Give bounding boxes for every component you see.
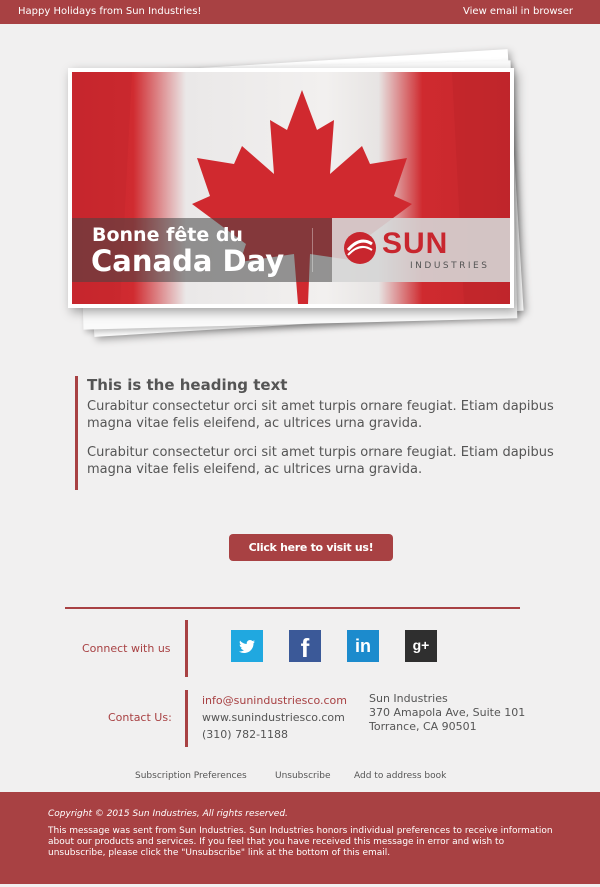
company-name: Sun Industries <box>369 692 448 705</box>
twitter-bird-icon <box>231 630 263 662</box>
add-to-address-book-link[interactable]: Add to address book <box>354 771 447 781</box>
content-heading: This is the heading text <box>87 376 288 394</box>
holiday-greeting: Happy Holidays from Sun Industries! <box>18 6 202 17</box>
linkedin-glyph: in <box>355 636 371 656</box>
contact-phone: (310) 782-1188 <box>202 728 289 741</box>
section-divider <box>65 607 520 609</box>
unsubscribe-link[interactable]: Unsubscribe <box>275 771 331 781</box>
footer-message: This message was sent from Sun Industries. Sun Industries honors individual preferences to receive information about our products and services. If you feel that you have received this message in error and wish to unsubscribe, please click the "Unsubscribe" link at the bottom of this email. <box>48 826 553 858</box>
contact-details <box>202 692 347 743</box>
contact-website-link[interactable]: www.sunindustriesco.com <box>202 711 345 724</box>
logo-subtitle: INDUSTRIES <box>410 261 490 271</box>
top-bar <box>0 0 600 24</box>
visit-us-button[interactable]: Click here to visit us! <box>229 534 393 561</box>
banner-divider <box>312 228 313 272</box>
connect-label: Connect with us <box>82 642 171 655</box>
content-paragraph: Curabitur consectetur orci sit amet turpis ornare feugiat. Etiam dapibus magna vitae felis eleifend, ac ultrices urna gravida. <box>87 445 554 477</box>
content-paragraph: Curabitur consectetur orci sit amet turpis ornare feugiat. Etiam dapibus magna vitae felis eleifend, ac ultrices urna gravida. <box>87 399 554 431</box>
contact-label: Contact Us: <box>108 711 172 724</box>
contact-divider <box>185 690 188 747</box>
hero-title-line2: Canada Day <box>91 244 285 278</box>
contact-address <box>369 692 525 734</box>
facebook-glyph: f <box>300 633 310 663</box>
address-line1: 370 Amapola Ave, Suite 101 <box>369 706 526 719</box>
linkedin-icon[interactable] <box>347 630 379 662</box>
copyright-text: Copyright © 2015 Sun Industries, All rights reserved. <box>48 809 288 819</box>
facebook-icon[interactable] <box>289 630 321 662</box>
hero-card <box>68 68 514 308</box>
content-block <box>75 376 577 490</box>
address-line2: Torrance, CA 90501 <box>369 720 477 733</box>
subscription-preferences-link[interactable]: Subscription Preferences <box>135 771 247 781</box>
google-plus-icon[interactable] <box>405 630 437 662</box>
connect-divider <box>185 620 188 677</box>
sun-industries-logo <box>332 218 510 282</box>
twitter-icon[interactable] <box>231 630 263 662</box>
contact-email-link[interactable]: info@sunindustriesco.com <box>202 694 347 707</box>
hero-title-line1: Bonne fête du <box>92 224 243 246</box>
footer <box>0 792 600 884</box>
logo-wordmark: SUN <box>382 227 449 260</box>
google-plus-glyph: g+ <box>412 637 430 653</box>
hero-banner <box>72 218 510 282</box>
view-in-browser-link[interactable]: View email in browser <box>463 6 573 17</box>
sun-logo-icon <box>342 230 378 266</box>
